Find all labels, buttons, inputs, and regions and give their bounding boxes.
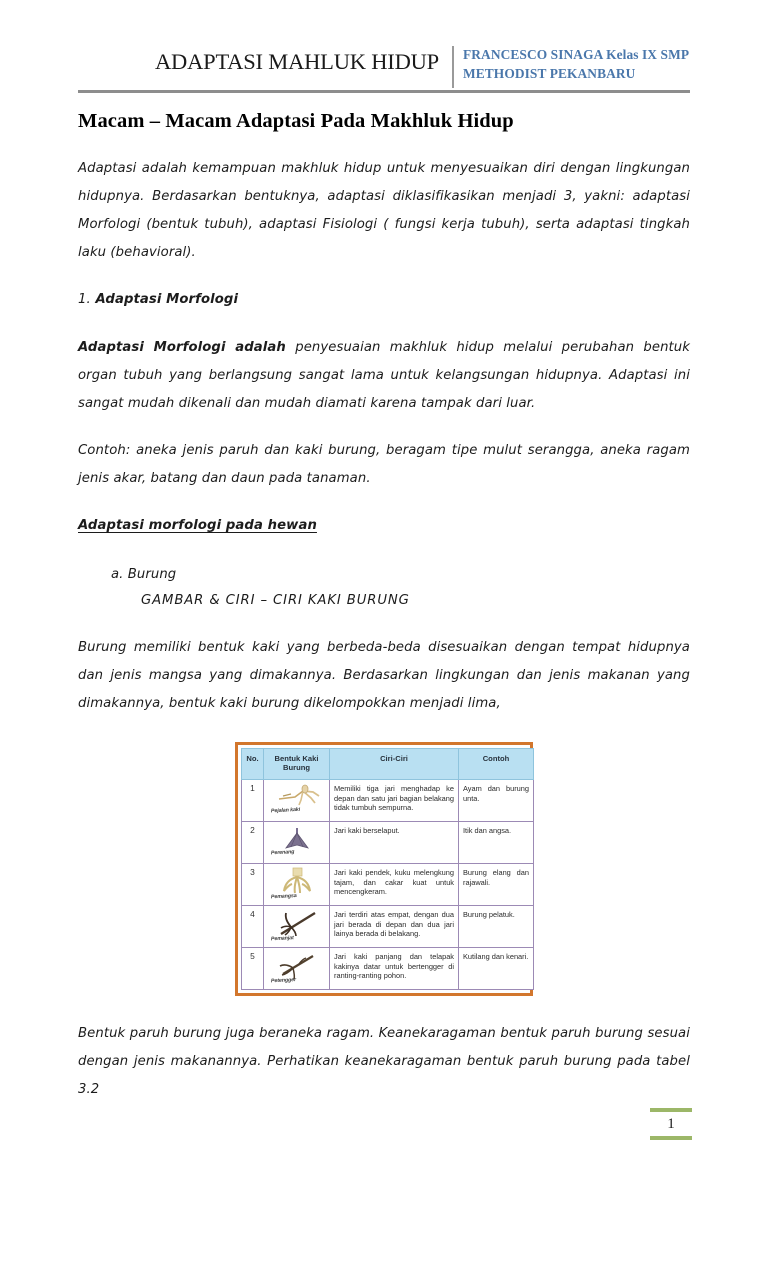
beak-paragraph: Bentuk paruh burung juga beraneka ragam. Keanekaragaman bentuk paruh burung sesuai dengan jenis makanannya. Perhatikan keanekaragaman bentuk paruh burung pada tabel 3.2 bbox=[78, 1025, 690, 1097]
bird-feet-table-frame bbox=[235, 742, 533, 996]
list-item-burung: a. Burung bbox=[111, 566, 177, 582]
foot-caption: Pemangsa bbox=[270, 892, 297, 900]
figure-bird-feet-table bbox=[78, 742, 690, 996]
cell-contoh: Ayam dan burung unta. bbox=[459, 779, 534, 821]
cell-no: 1 bbox=[242, 779, 264, 821]
cell-ciri: Jari kaki berselaput. bbox=[330, 821, 459, 863]
cell-no: 3 bbox=[242, 863, 264, 905]
section-heading-morfologi bbox=[78, 286, 690, 314]
column-header-ciri: Ciri-Ciri bbox=[330, 748, 459, 779]
column-header-contoh: Contoh bbox=[459, 748, 534, 779]
cell-contoh: Burung pelatuk. bbox=[459, 905, 534, 947]
cell-contoh: Kutilang dan kenari. bbox=[459, 947, 534, 989]
example-paragraph: Contoh: aneka jenis paruh dan kaki burung, beragam tipe mulut serangga, aneka ragam jenis akar, batang dan daun pada tanaman. bbox=[78, 442, 690, 486]
page-title: Macam – Macam Adaptasi Pada Makhluk Hidup bbox=[78, 110, 514, 132]
document-body bbox=[78, 108, 690, 1123]
table-row bbox=[242, 863, 534, 905]
table-row bbox=[242, 947, 534, 989]
table-row bbox=[242, 905, 534, 947]
table-row bbox=[242, 821, 534, 863]
foot-caption: Pemanjat bbox=[270, 934, 294, 942]
header-horizontal-rule bbox=[78, 90, 690, 93]
table-row bbox=[242, 779, 534, 821]
definition-lead: Adaptasi Morfologi adalah bbox=[78, 339, 286, 355]
subsection-heading bbox=[78, 512, 690, 540]
cell-no: 4 bbox=[242, 905, 264, 947]
cell-ciri: Jari terdiri atas empat, dengan dua jari berada di depan dan dua jari lainya berada di belakang. bbox=[330, 905, 459, 947]
cell-contoh: Itik dan angsa. bbox=[459, 821, 534, 863]
document-title: ADAPTASI MAHLUK HIDUP bbox=[154, 49, 439, 74]
table-header-row bbox=[242, 748, 534, 779]
definition-paragraph bbox=[78, 334, 690, 418]
column-header-bentuk: Bentuk Kaki Burung bbox=[264, 748, 330, 779]
cell-foot-illustration bbox=[264, 947, 330, 989]
section-title: Adaptasi Morfologi bbox=[95, 291, 239, 307]
cell-no: 5 bbox=[242, 947, 264, 989]
cell-foot-illustration bbox=[264, 863, 330, 905]
document-header bbox=[78, 46, 690, 92]
cell-ciri: Jari kaki pendek, kuku melengkung tajam, dan cakar kuat untuk mencengkeram. bbox=[330, 863, 459, 905]
page-number: 1 bbox=[667, 1116, 675, 1132]
cell-ciri: Jari kaki panjang dan telapak kakinya datar untuk bertengger di ranting-ranting pohon. bbox=[330, 947, 459, 989]
cell-foot-illustration bbox=[264, 821, 330, 863]
cell-ciri: Memiliki tiga jari menghadap ke depan dan satu jari bagian belakang tidak tumbuh sempurna. bbox=[330, 779, 459, 821]
foot-caption: Pejalan kaki bbox=[270, 806, 301, 814]
document-author-subtitle: FRANCESCO SINAGA Kelas IX SMP METHODIST PEKANBARU bbox=[463, 47, 689, 81]
table-body bbox=[242, 779, 534, 989]
bird-list-block bbox=[78, 562, 690, 614]
definition-rest: penyesuaian makhluk hidup melalui perubahan bentuk organ tubuh yang berlangsung sangat lama untuk kelangsungan hidupnya. Adaptasi ini sangat mudah dikenali dan mudah diamati karena tampak dari luar. bbox=[78, 339, 690, 411]
cell-foot-illustration bbox=[264, 779, 330, 821]
page-number-block bbox=[650, 1108, 692, 1140]
intro-paragraph: Adaptasi adalah kemampuan makhluk hidup untuk menyesuaikan diri dengan lingkungan hidupnya. Berdasarkan bentuknya, adaptasi diklasifikasikan menjadi 3, yakni: adaptasi Morfologi (bentuk tubuh), adaptasi Fisiologi ( fungsi kerja tubuh), serta adaptasi tingkah laku (behavioral). bbox=[78, 160, 690, 260]
column-header-no: No. bbox=[242, 748, 264, 779]
cell-contoh: Burung elang dan rajawali. bbox=[459, 863, 534, 905]
bird-feet-paragraph: Burung memiliki bentuk kaki yang berbeda-beda disesuaikan dengan tempat hidupnya dan jenis mangsa yang dimakannya. Berdasarkan lingkungan dan jenis makanan yang dimakannya, bentuk kaki burung dikelompokkan menjadi lima, bbox=[78, 639, 690, 711]
cell-foot-illustration bbox=[264, 905, 330, 947]
foot-caption: Perenang bbox=[270, 848, 295, 856]
page-number-bar-bottom bbox=[650, 1136, 692, 1140]
list-item-subtitle: GAMBAR & CIRI – CIRI KAKI BURUNG bbox=[141, 592, 410, 608]
bird-feet-table bbox=[241, 748, 534, 990]
subsection-heading-text: Adaptasi morfologi pada hewan bbox=[78, 517, 317, 533]
foot-caption: Petengger bbox=[270, 976, 297, 984]
cell-no: 2 bbox=[242, 821, 264, 863]
section-number: 1. bbox=[78, 291, 91, 307]
table-header bbox=[242, 748, 534, 779]
